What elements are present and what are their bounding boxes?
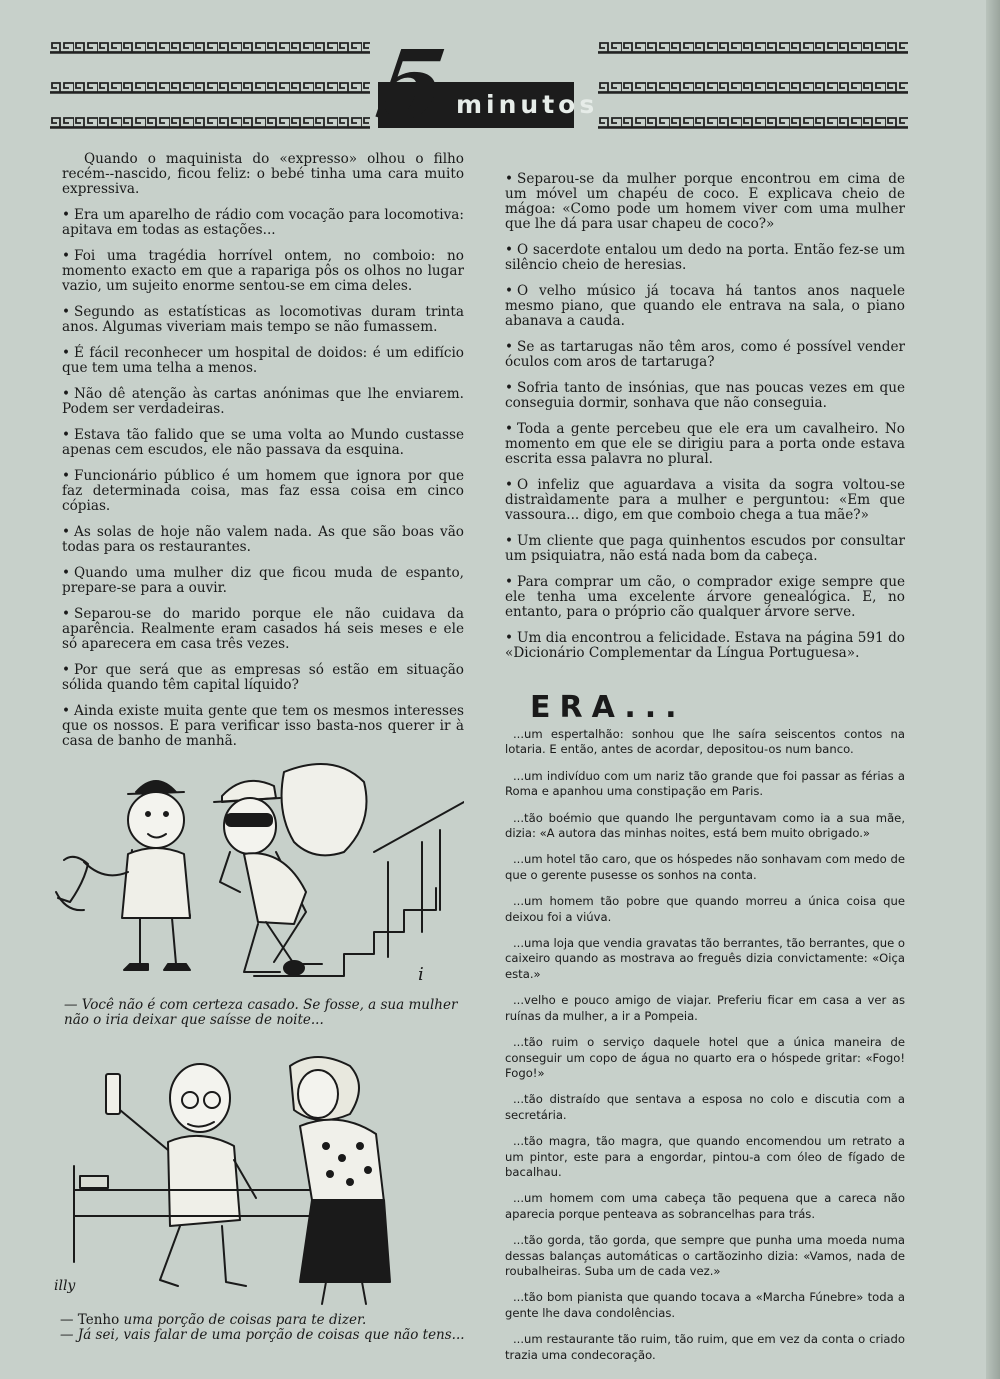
joke-text: Segundo as estatísticas as locomotivas duram trinta anos. Algumas viveriam mais tempo se não fumassem. [62,304,464,335]
joke-text: As solas de hoje não valem nada. As que são boas vão todas para os restaurantes. [62,524,464,555]
joke-text: Era um aparelho de rádio com vocação para locomotiva: apitava em todas as estações... [62,207,464,238]
era-item: ...tão magra, tão magra, que quando encomendou um retrato a um pintor, este para a engordar, pintou-a com óleo de fígado de bacalhau. [505,1134,905,1179]
bullet-icon: • [62,207,71,223]
joke-text: O infeliz que aguardava a visita da sogra voltou-se distraìdamente para a mulher e perguntou: «Em que vassoura... digo, em que comboio chega a tua mãe?» [505,477,905,523]
bullet-icon: • [505,477,514,493]
page-binding-edge [986,0,1000,1379]
bullet-icon: • [62,606,71,622]
right-column-jokes [505,172,905,672]
bullet-icon: • [62,345,71,361]
joke-text: É fácil reconhecer um hospital de doidos: é um edifício que tem uma telha a menos. [62,345,464,376]
cartoon1-caption-line2: não o iria deixar que saísse de noite... [64,1012,324,1028]
era-section-title: ERA... [530,690,686,725]
era-item: ...tão ruim o serviço daquele hotel que a única maneira de conseguir um copo de água no quarto era o hóspede gritar: «Fogo! Fogo!» [505,1035,905,1080]
joke-text: O velho músico já tocava há tantos anos naquele mesmo piano, que quando ele entrava na sala, o piano abanava a cauda. [505,283,905,329]
section-logo [370,29,599,142]
joke-text: O sacerdote entalou um dedo na porta. Então fez-se um silêncio cheio de heresias. [505,242,905,273]
cartoon2-signature: illy [54,1278,76,1294]
cartoon-illustration-couple [50,1050,460,1312]
joke-paragraph [62,566,464,596]
joke-paragraph [505,478,905,523]
bullet-icon: • [505,380,514,396]
joke-paragraph [62,208,464,238]
era-item: ...velho e pouco amigo de viajar. Preferiu ficar em casa a ver as ruínas da mulher, a ir a Pompeia. [505,993,905,1023]
era-section-list [505,727,905,1374]
cartoon1-signature: i [418,964,424,985]
era-item: ...um homem com uma cabeça tão pequena que a careca não aparecia porque penteava as sobrancelhas para trás. [505,1191,905,1221]
bullet-icon: • [505,171,514,187]
joke-text: Separou-se do marido porque ele não cuidava da aparência. Realmente eram casados há seis meses e ele só aparecera em casa três vezes. [62,606,464,652]
bullet-icon: • [505,421,514,437]
joke-paragraph [505,422,905,467]
era-item: ...um hotel tão caro, que os hóspedes não sonhavam com medo de que o gerente pusesse os sonhos na conta. [505,852,905,882]
greek-key-border-right-1 [598,40,908,54]
bullet-icon: • [505,339,514,355]
joke-paragraph [62,152,464,197]
joke-text: Um cliente que paga quinhentos escudos por consultar um psiquiatra, não está nada bom da cabeça. [505,533,905,564]
joke-paragraph [62,346,464,376]
joke-paragraph [505,340,905,370]
joke-text: Se as tartarugas não têm aros, como é possível vender óculos com aros de tartaruga? [505,339,905,370]
joke-text: Toda a gente percebeu que ele era um cavalheiro. No momento em que ele se dirigiu para a porta onde estava escrita essa palavra no plural. [505,421,905,467]
era-item: ...um indivíduo com um nariz tão grande que foi passar as férias a Roma e apanhou uma constipação em Paris. [505,768,905,799]
joke-text: Um dia encontrou a felicidade. Estava na página 591 do «Dicionário Complementar da Língua Portuguesa». [505,630,905,661]
cartoon2-caption [60,1313,480,1343]
joke-paragraph [505,534,905,564]
era-item: ...um espertalhão: sonhou que lhe saíra seiscentos contos na lotaria. E então, antes de acordar, depositou-os num banco. [505,727,905,757]
joke-text: Sofria tanto de insónias, que nas poucas vezes em que conseguia dormir, sonhava que não conseguia. [505,380,905,411]
joke-paragraph [505,172,905,232]
joke-text: Separou-se da mulher porque encontrou em cima de um móvel um chapéu de coco. E explicava cheio de mágoa: «Como pode um homem viver com uma mulher que lhe dá para usar chapeu de coco?» [505,171,905,232]
bullet-icon: • [62,703,71,719]
era-item: ...uma loja que vendia gravatas tão berrantes, tão berrantes, que o caixeiro quando as mostrava ao freguês dizia convictamente: «Oiça esta.» [505,936,905,981]
joke-text: Ainda existe muita gente que tem os mesmos interesses que os nossos. E para verificar isso basta-nos querer ir à casa de banho de manhã. [62,703,464,749]
bullet-icon: • [62,565,71,581]
joke-paragraph [62,663,464,693]
bullet-icon: • [62,427,71,443]
bullet-icon: • [62,386,71,402]
cartoon-illustration-burglar [44,742,464,992]
joke-paragraph [62,607,464,652]
joke-paragraph [505,284,905,329]
era-item: ...tão bom pianista que quando tocava a «Marcha Fúnebre» toda a gente lhe dava condolências. [505,1290,905,1320]
joke-paragraph [505,631,905,661]
cartoon2-caption-line1-rest: uma porção de coisas para te dizer. [119,1312,367,1328]
joke-text: Por que será que as empresas só estão em situação sólida quando têm capital líquido? [62,662,464,693]
cartoon2-caption-line1 [60,1313,480,1328]
era-item: ...tão boémio que quando lhe perguntavam como ia a sua mãe, dizia: «A autora das minhas noites, está bem muito obrigado.» [505,810,905,841]
joke-text: Estava tão falido que se uma volta ao Mundo custasse apenas cem escudos, ele não passava da esquina. [62,427,464,458]
bullet-icon: • [62,468,71,484]
cartoon1-caption [64,998,464,1028]
cartoon1-caption-line1: — Você não é com certeza casado. Se fosse, a sua mulher [64,997,458,1013]
joke-paragraph [505,243,905,273]
joke-paragraph [505,381,905,411]
joke-text: Foi uma tragédia horrível ontem, no comboio: no momento exacto em que a rapariga pôs os olhos no lugar vazio, um sujeito enorme sentou-se em cima deles. [62,248,464,294]
cartoon2-caption-line2: — Já sei, vais falar de uma porção de coisas que não tens... [60,1327,465,1343]
cartoon2-caption-line1-prefix: — Tenho [60,1312,120,1328]
joke-text: Para comprar um cão, o comprador exige sempre que ele tenha uma excelente árvore genealógica. E, no entanto, para o próprio cão qualquer árvore serve. [505,574,905,620]
greek-key-border-left-3 [50,115,370,129]
left-column-jokes [62,152,464,760]
era-item: ...um restaurante tão ruim, tão ruim, que em vez da conta o criado trazia uma condecoração. [505,1332,905,1362]
bullet-icon: • [505,630,514,646]
joke-paragraph [62,249,464,294]
greek-key-border-right-3 [598,115,908,129]
era-item: ...tão distraído que sentava a esposa no colo e discutia com a secretária. [505,1092,905,1122]
joke-paragraph [62,428,464,458]
bullet-icon: • [62,662,71,678]
logo-word: minutos [456,90,599,119]
joke-text: Quando uma mulher diz que ficou muda de espanto, prepare-se para a ouvir. [62,565,464,596]
bullet-icon: • [62,524,71,540]
greek-key-border-left-2 [50,80,370,94]
joke-paragraph [505,575,905,620]
bullet-icon: • [62,248,71,264]
bullet-icon: • [62,304,71,320]
joke-text: Funcionário público é um homem que ignora por que faz determinada coisa, mas faz essa coisa em cinco cópias. [62,468,464,514]
bullet-icon: • [505,533,514,549]
joke-text: Quando o maquinista do «expresso» olhou o filho recém--nascido, ficou feliz: o bebé tinha uma cara muito expressiva. [62,151,464,197]
era-item: ...tão gorda, tão gorda, que sempre que punha uma moeda numa dessas balanças automáticas o cartãozinho dizia: «Vamos, nada de roubalheiras. Suba um de cada vez.» [505,1233,905,1278]
bullet-icon: • [505,574,514,590]
joke-paragraph [62,305,464,335]
joke-text: Não dê atenção às cartas anónimas que lhe enviarem. Podem ser verdadeiras. [62,386,464,417]
bullet-icon: • [505,242,514,258]
era-item: ...um homem tão pobre que quando morreu a única coisa que deixou foi a viúva. [505,894,905,924]
bullet-icon: • [505,283,514,299]
greek-key-border-right-2 [598,80,908,94]
greek-key-border-left-1 [50,40,370,54]
joke-paragraph [62,387,464,417]
joke-paragraph [62,525,464,555]
joke-paragraph [62,469,464,514]
logo-number: 5 [370,29,453,142]
